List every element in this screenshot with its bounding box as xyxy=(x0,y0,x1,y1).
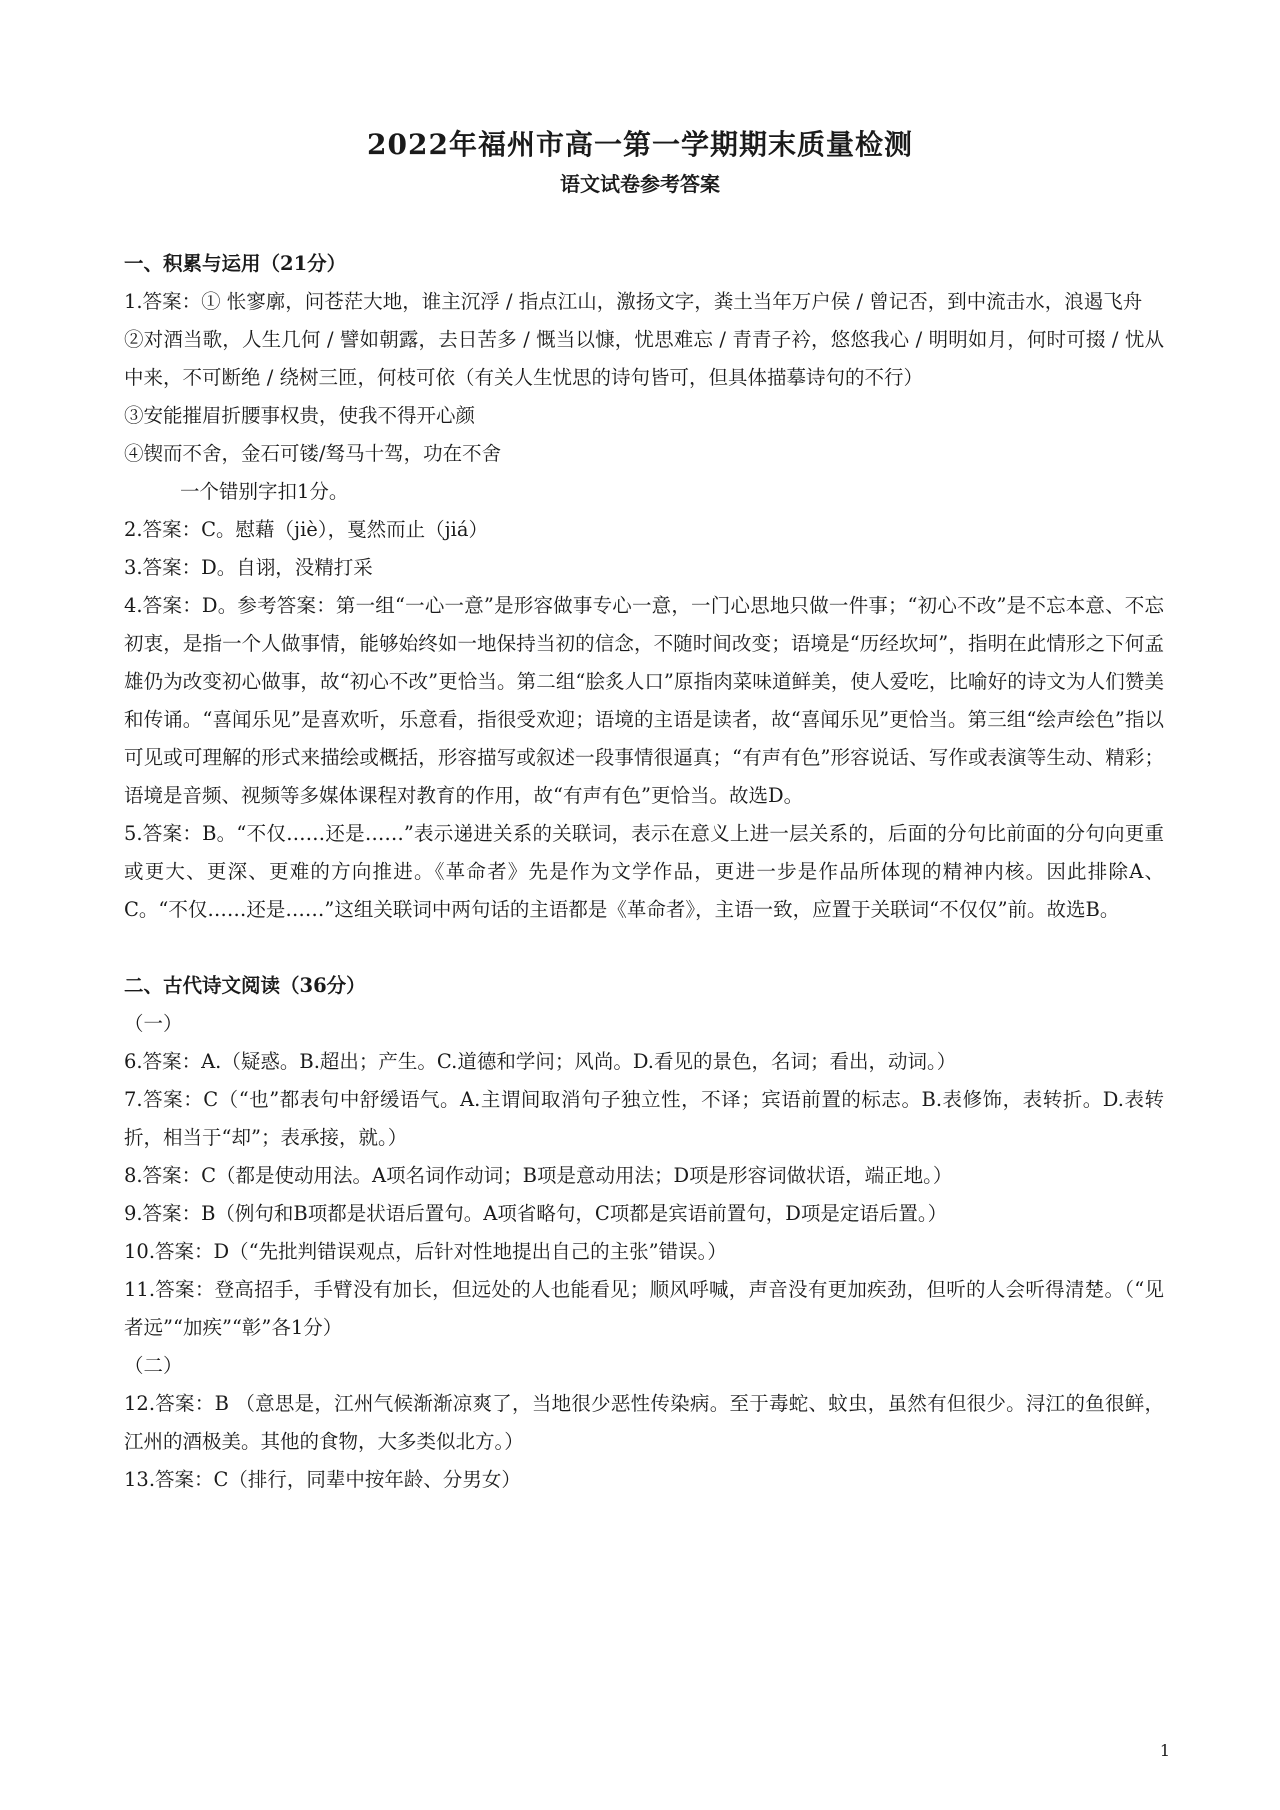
section-spacer xyxy=(124,929,1164,967)
document-subtitle: 语文试卷参考答案 xyxy=(560,172,720,196)
answer-line: 12.答案：B （意思是，江州气候渐渐凉爽了，当地很少恶性传染病。至于毒蛇、蚊虫，虽然有但很少。浔江的鱼很鲜，江州的酒极美。其他的食物，大多类似北方。） xyxy=(124,1392,1164,1453)
answer-line: ④锲而不舍，金石可镂/驽马十驾，功在不舍 xyxy=(124,442,502,465)
document-body xyxy=(124,245,1164,1499)
answer-line: 4.答案：D。参考答案：第一组“一心一意”是形容做事专心一意，一门心思地只做一件事；“初心不改”是不忘本意、不忘初衷，是指一个人做事情，能够始终如一地保持当初的信念，不随时间改变；语境是“历经坎坷”，指明在此情形之下何孟雄仍为改变初心做事，故“初心不改”更恰当。第二组“脍炙人口”原指肉菜味道鲜美，使人爱吃，比喻好的诗文为人们赞美和传诵。“喜闻乐见”是喜欢听，乐意看，指很受欢迎；语境的主语是读者，故“喜闻乐见”更恰当。第三组“绘声绘色”指以可见或可理解的形式来描绘或概括，形容描写或叙述一段事情很逼真；“有声有色”形容说话、写作或表演等生动、精彩；语境是音频、视频等多媒体课程对教育的作用，故“有声有色”更恰当。故选D。 xyxy=(124,594,1164,807)
answer-line: 13.答案：C（排行，同辈中按年龄、分男女） xyxy=(124,1468,521,1491)
subsection-marker: （二） xyxy=(124,1354,183,1377)
answer-line: 1.答案：① 怅寥廓，问苍茫大地，谁主沉浮 / 指点江山，激扬文字，粪土当年万户侯 / 曾记否，到中流击水，浪遏飞舟 xyxy=(124,290,1143,313)
subsection-marker: （一） xyxy=(124,1012,183,1035)
answer-line: 2.答案：C。慰藉（jiè），戛然而止（jiá） xyxy=(124,518,489,541)
answer-line: ②对酒当歌，人生几何 / 譬如朝露，去日苦多 / 慨当以慷，忧思难忘 / 青青子衿，悠悠我心 / 明明如月，何时可掇 / 忧从中来，不可断绝 / 绕树三匝，何枝可依（有关人生忧思的诗句皆可，但具体描摹诗句的不行） xyxy=(124,328,1164,389)
answer-line: 5.答案：B。“不仅……还是……”表示递进关系的关联词，表示在意义上进一层关系的，后面的分句比前面的分句向更重或更大、更深、更难的方向推进。《革命者》先是作为文学作品，更进一步是作品所体现的精神内核。因此排除A、C。“不仅……还是……”这组关联词中两句话的主语都是《革命者》，主语一致，应置于关联词“不仅仅”前。故选B。 xyxy=(124,822,1164,921)
answer-line: 7.答案：C（“也”都表句中舒缓语气。A.主谓间取消句子独立性，不译；宾语前置的标志。B.表修饰，表转折。D.表转折，相当于“却”；表承接，就。） xyxy=(124,1088,1164,1149)
answer-line: 11.答案：登高招手，手臂没有加长，但远处的人也能看见；顺风呼喊，声音没有更加疾劲，但听的人会听得清楚。（“见者远”“加疾”“彰”各1分） xyxy=(124,1278,1164,1339)
page-number: 1 xyxy=(1159,1741,1170,1760)
answer-note: 一个错别字扣1分。 xyxy=(180,480,349,503)
section-heading: 二、古代诗文阅读（36分） xyxy=(124,974,366,997)
document-title: 2022年福州市高一第一学期期末质量检测 xyxy=(367,128,913,161)
answer-line: 3.答案：D。自诩，没精打采 xyxy=(124,556,373,579)
answer-line: 10.答案：D（“先批判错误观点，后针对性地提出自己的主张”错误。） xyxy=(124,1240,727,1263)
answer-line: 6.答案：A.（疑惑。B.超出；产生。C.道德和学问；风尚。D.看见的景色，名词；看出，动词。） xyxy=(124,1050,957,1073)
answer-line: ③安能摧眉折腰事权贵，使我不得开心颜 xyxy=(124,404,476,427)
section-heading: 一、积累与运用（21分） xyxy=(124,252,347,275)
answer-line: 8.答案：C（都是使动用法。A项名词作动词；B项是意动用法；D项是形容词做状语，端正地。） xyxy=(124,1164,953,1187)
answer-line: 9.答案：B（例句和B项都是状语后置句。A项省略句，C项都是宾语前置句，D项是定语后置。） xyxy=(124,1202,948,1225)
